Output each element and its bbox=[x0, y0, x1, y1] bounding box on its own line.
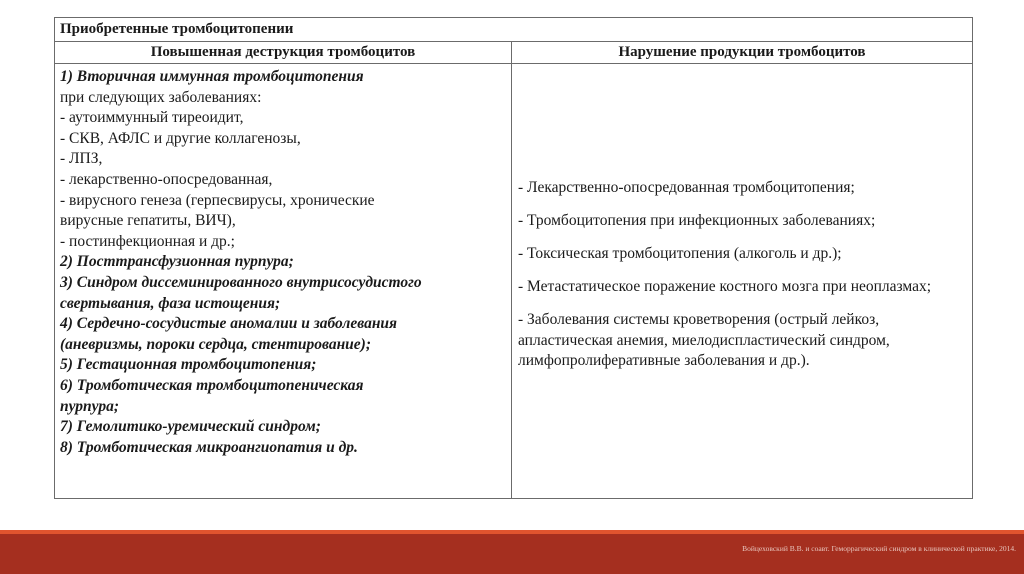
destruction-cause-item: вирусные гепатиты, ВИЧ), bbox=[60, 212, 236, 230]
destruction-causes-cell bbox=[55, 64, 512, 499]
table-title-row bbox=[55, 18, 973, 42]
footer-bar bbox=[0, 534, 1024, 574]
destruction-cause-item: 4) Сердечно-сосудистые аномалии и заболевания bbox=[60, 315, 398, 333]
destruction-cause-item: - вирусного генеза (герпесвирусы, хронические bbox=[60, 191, 375, 209]
destruction-cause-item: 1) Вторичная иммунная тромбоцитопения bbox=[60, 68, 364, 85]
production-cause-item: - Заболевания системы кроветворения (острый лейкоз, апластическая анемия, миелодиспластический синдром, лимфопролиферативные заболевания и др.). bbox=[518, 311, 890, 370]
destruction-cause-item: (аневризмы, пороки сердца, стентирование); bbox=[60, 335, 371, 353]
destruction-cause-item: при следующих заболеваниях: bbox=[60, 88, 262, 106]
destruction-cause-item: - лекарственно-опосредованная, bbox=[60, 170, 273, 188]
header-destruction: Повышенная деструкция тромбоцитов bbox=[55, 42, 512, 64]
production-cause-item: - Лекарственно-опосредованная тромбоцитопения; bbox=[518, 178, 855, 196]
destruction-cause-item: свертывания, фаза истощения; bbox=[60, 294, 281, 312]
table-header-row bbox=[55, 42, 973, 64]
destruction-cause-item: пурпура; bbox=[60, 397, 120, 415]
destruction-cause-item: - постинфекционная и др.; bbox=[60, 232, 235, 250]
destruction-cause-item: 6) Тромботическая тромбоцитопеническая bbox=[60, 376, 364, 394]
production-cause-item: - Токсическая тромбоцитопения (алкоголь и др.); bbox=[518, 244, 842, 262]
production-causes-cell bbox=[512, 64, 973, 499]
destruction-cause-item: 3) Синдром диссеминированного внутрисосудистого bbox=[60, 273, 422, 291]
production-cause-item: - Тромбоцитопения при инфекционных заболеваниях; bbox=[518, 211, 876, 229]
destruction-cause-item: - аутоиммунный тиреоидит, bbox=[60, 109, 244, 127]
destruction-cause-item: 7) Гемолитико-уремический синдром; bbox=[60, 418, 321, 436]
table-body-row bbox=[55, 64, 973, 499]
destruction-cause-item: 8) Тромботическая микроангиопатия и др. bbox=[60, 438, 358, 456]
production-cause-item: - Метастатическое поражение костного мозга при неоплазмах; bbox=[518, 277, 932, 295]
destruction-cause-item: 2) Посттрансфузионная пурпура; bbox=[60, 253, 294, 271]
footer-citation: Войцеховский В.В. и соавт. Геморрагический синдром в клинической практике, 2014. bbox=[742, 544, 1016, 553]
table-title: Приобретенные тромбоцитопении bbox=[55, 18, 973, 42]
header-production: Нарушение продукции тромбоцитов bbox=[512, 42, 973, 64]
destruction-cause-item: - СКВ, АФЛС и другие коллагенозы, bbox=[60, 129, 301, 147]
thrombocytopenia-table bbox=[54, 17, 973, 499]
destruction-cause-item: - ЛПЗ, bbox=[60, 150, 103, 168]
destruction-cause-item: 5) Гестационная тромбоцитопения; bbox=[60, 356, 317, 374]
